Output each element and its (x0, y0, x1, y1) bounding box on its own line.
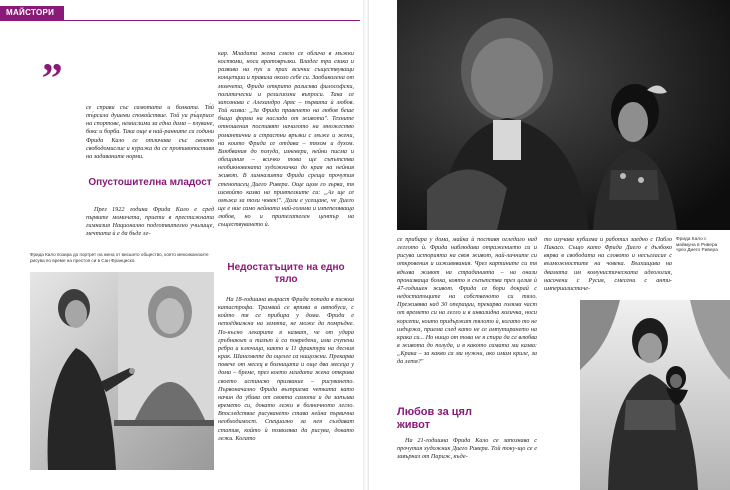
subheading-body-flaws: Недостатъците на едно тяло (227, 262, 345, 285)
paragraph: На 21-годишна Фрида Кало се запознава с прочутия художник Диего Ривера. Той току-що се е завърнал от Париж, къде- (397, 437, 537, 461)
photo-frida-painting (30, 272, 214, 470)
paragraph: се справи със самотата и болката. Тя́й тъ́рсила душеви спокойствие. Той уи ръ́церисе на спортове, немислими за една дама – плуване, бокс и борба. Така още в най-ранните си години Фрида Кало се отличава със своето свободомислие и куража да се противопоставя на задаваните норми. (86, 104, 214, 160)
photo-caption-right: Фрида Кало с маймуна в Ривера чрез Диего Ривера (676, 237, 718, 254)
photo-frida-and-diego-image (397, 0, 730, 230)
page-gutter (363, 0, 369, 490)
section-label: МАЙСТОРИ (6, 8, 55, 17)
section-rule (0, 20, 360, 21)
photo-frida-with-monkey-image (580, 300, 730, 490)
article-column-3-bottom (397, 437, 537, 461)
photo-frida-and-diego (397, 0, 730, 230)
subheading-turbulent-youth: Опустошителна младост (88, 177, 212, 188)
article-column-1-top (86, 104, 214, 161)
article-column-4 (544, 236, 672, 293)
article-column-3 (397, 236, 537, 367)
quote-mark-icon: „ (42, 34, 63, 80)
paragraph: кар. Младата жена смело се облича в мъжки костюми, носи вратовръзки. Владее три езика и развива на пух и прах всички съществуващи концепции и правила около себе си. Заобиколена от момчета, Фрида открито разисква философски, политически и религиозни въпроси. Така се запознава с Алехандро Аряс – първата ѝ любов. Той казва: „За Фрида правенето на любов беше бъща форма на наслада от живота". Техните отношения поставят началото на множество романтични и страстни връзки с мъже и жени, на които Фрида се отдава – тяхом и духом. Влюбвания до полуда, изневери, нейни писма и обещания – всичко това ще съпътства необикновената художничка до края на нейния живот. В лимназията Фрида среща прочутия стенописец Диего Ривера. Още щом го зърва, тя изсвойто казва на приятелките си: „Аз ще се омъжа за този човек!". Дали е усещане, че Диего ще е ние само нейната най-голяма и изпепеляваща любов, но и притегателен център на съществуването ѝ. (218, 50, 354, 229)
article-column-2-bottom (218, 296, 354, 443)
photo-caption-left: Фрида Кало позира до портрет на жена от висшето общество, която мексиканските рисува по време на престоя си в Сан Франциско. (30, 252, 209, 263)
article-column-1-mid (86, 206, 214, 239)
paragraph: През 1922 година Фрида Кало е сред първите момичета, приети в престижната гимназия Национално подготвително училище, мечтата ѝ е да бъде ле- (86, 206, 214, 238)
paragraph: се прибира у дома, майка ѝ поставя огледало над леглото ѝ. Фрида наблюдава отражението си и рисува историята на своя живот, най-личните си откровения и изживявания. Чрез картините си тя вдъхва живот на страданията – на онази пронизваща болка, която я съпътства през целия ѝ 47-годишен живот. Фрида се бори докрай с недостатъците на собственото си тяло. Преживява над 30 операции, прекарва голяма част от времето си на легло и в инвалидна количка, носи корсети, които придържат тялото ѝ, когато то не издържа, приема след като не се ампутирането на крака си... Но нищо от това не я спира да се влюбва в живота до полуда, и в какото самата ми казва: „Крака – за какво са ми нужни, ако имам криле, за да летя?" (397, 236, 537, 366)
subheading-lifelong-love: Любов за цял живот (397, 406, 472, 431)
section-tag (0, 6, 64, 20)
paragraph: то изучава кубизма и работил заедно с Пабло Пикасо. Също като Фрида Диего е дълбоко вярва в свободата на словото и несъгласие с възможностите на човека. Възхищава на двамата им комунистическата идеология, насочени с Русия, смесени с анти-империалистиче- (544, 236, 672, 292)
article-column-2-top (214, 50, 354, 229)
photo-frida-painting-image (30, 272, 214, 470)
photo-frida-with-monkey (580, 300, 730, 490)
paragraph: На 18-годишна възраст Фрида попада в тежка катастрофа. Трамвай се врязва в автобуса, с който тя се прибира у дома. Фрида е непоёдвижна на земята, не може да помръдне. По-късно лекарите я казват, че от удара гръбнакът и тазът ѝ са повредени, има счупени ребра и ключица, както и 11 фрактури на десния крак. Шансовете да оцелее са нищожни. Прекарва повече от месец в болницата и още два месеца у дома – бреме, през което младата жена открива своето истинско призвание – рисуването. Първоначално Фрида възприема четката като начин да убива от своята самота и да запълва времето си, докато лежи в болничното легло. Впоследствие рисуването става нейна първична необходимост. Специално за нея създават статив, който ѝ позволява да рисува, докато лежи. Когато (218, 296, 354, 442)
